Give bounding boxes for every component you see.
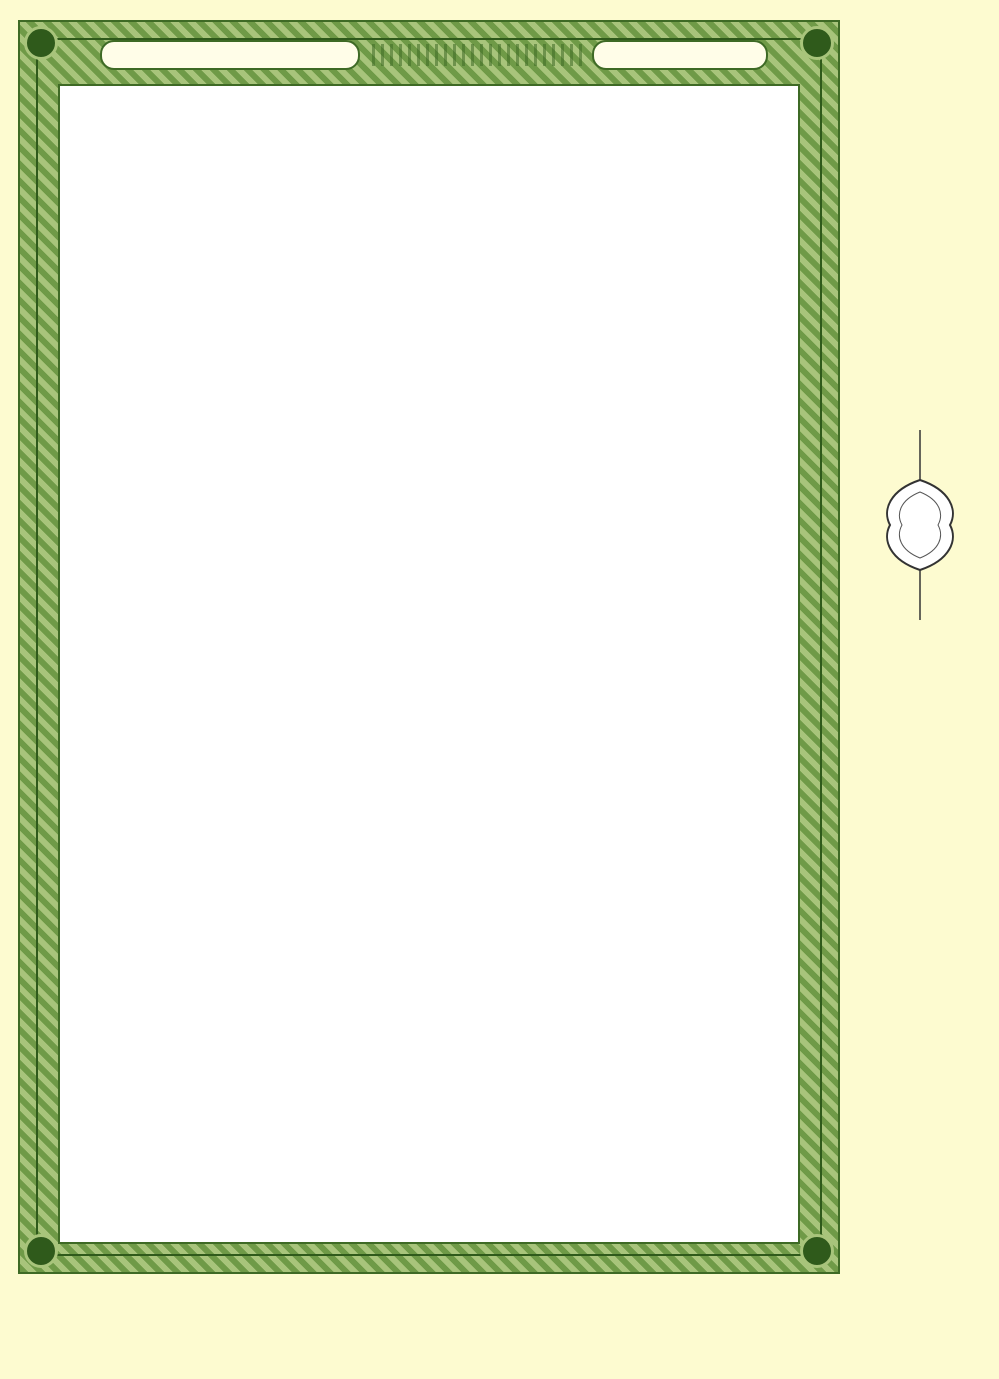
corner-ornament-icon	[24, 26, 58, 60]
glossary-sidebar	[846, 40, 992, 1290]
hizb-header	[592, 40, 768, 70]
rub-ornament-icon	[880, 430, 960, 620]
tajweed-legend	[150, 1278, 710, 1320]
corner-ornament-icon	[800, 26, 834, 60]
surah-header	[100, 40, 360, 70]
header-ornament	[372, 44, 582, 66]
corner-ornament-icon	[800, 1234, 834, 1268]
verse-lines	[70, 96, 790, 1236]
corner-ornament-icon	[24, 1234, 58, 1268]
rub-marker	[870, 425, 970, 625]
